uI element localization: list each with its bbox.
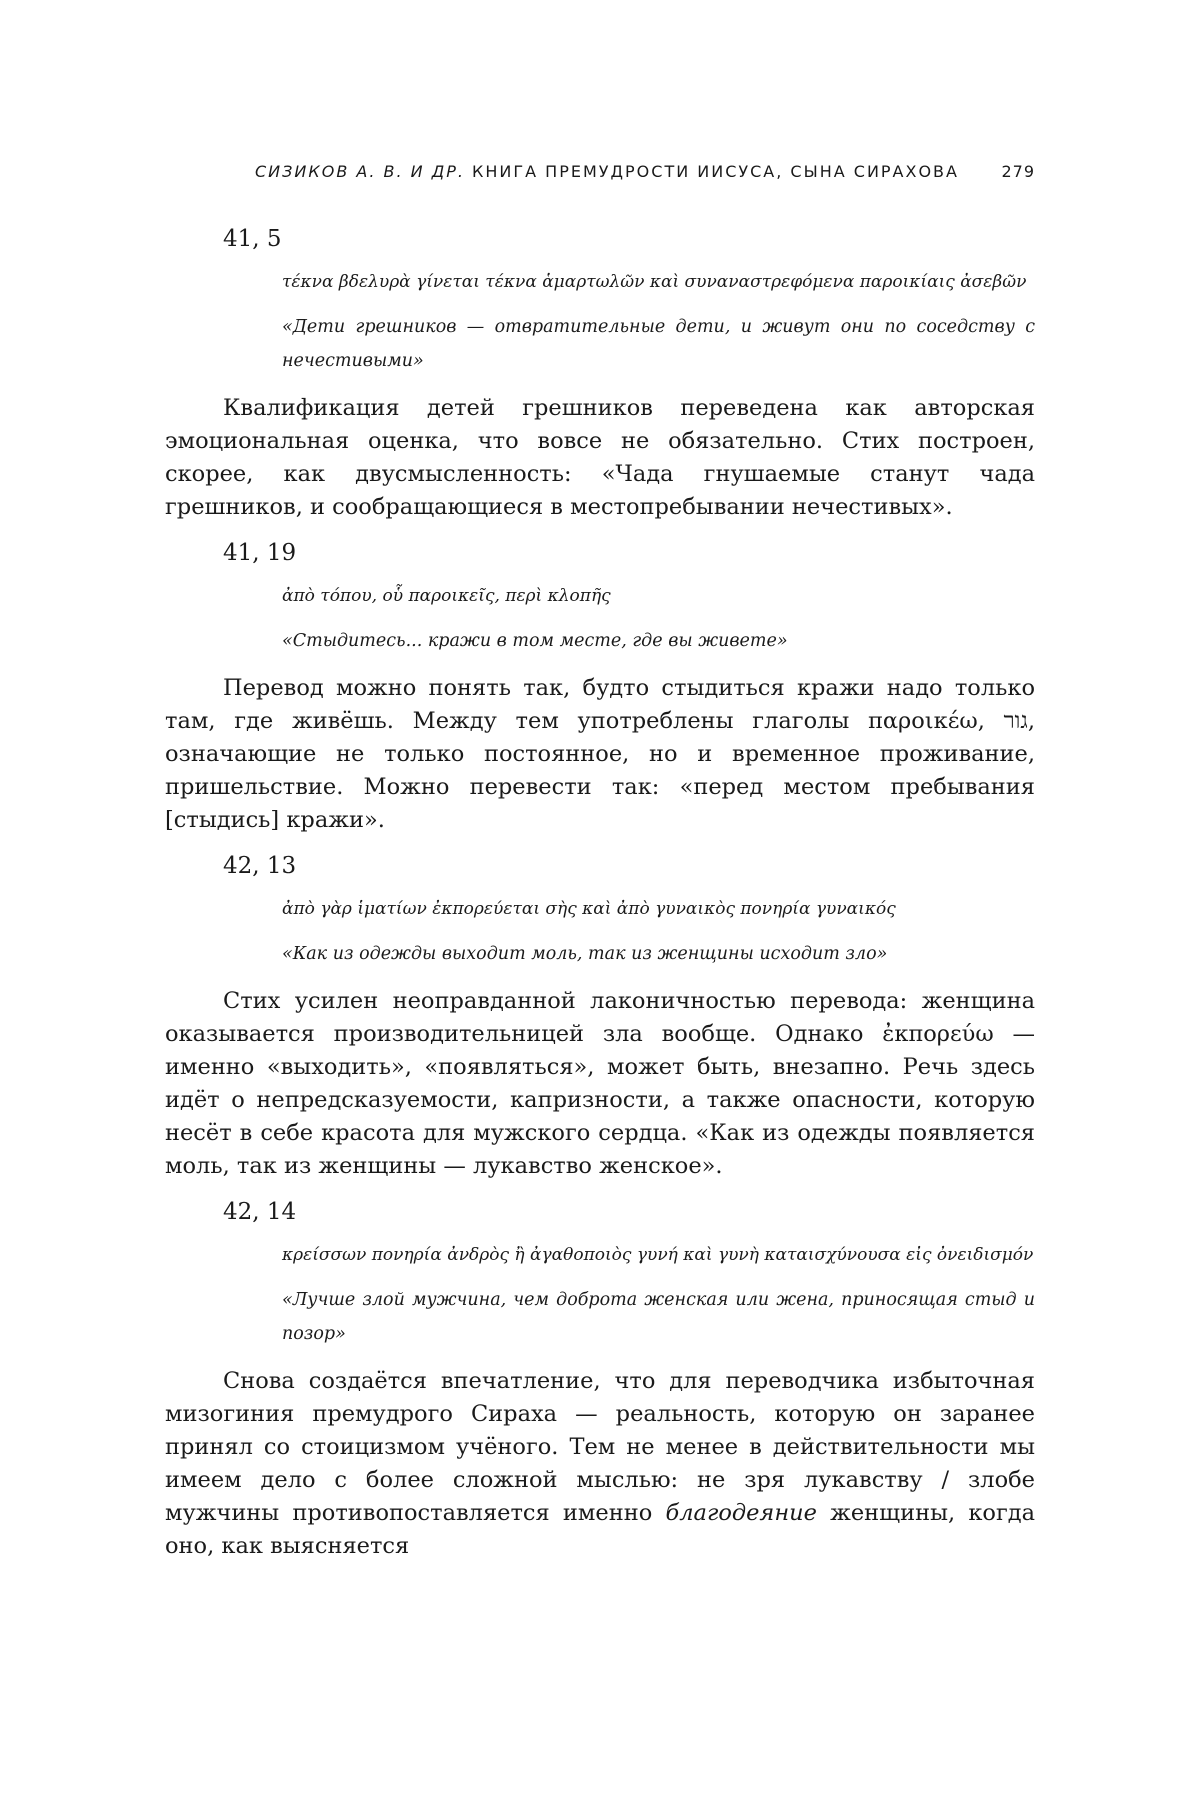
- paragraph-text: женщины, когда оно, как выясняется: [165, 1500, 1035, 1559]
- running-head: [255, 162, 1035, 186]
- commentary-paragraph: Перевод можно понять так, будто стыдиться кражи надо только там, где живёшь. Между тем употреблены глаголы παροικέω, גור, означающие не только постоянное, но и временное проживание, пришельствие. Можно перевести так: «перед местом пребывания [стыдись] кражи».: [165, 675, 1035, 833]
- verse-section: [165, 222, 1035, 524]
- greek-text: κρείσσων πονηρία ἀνδρὸς ἢ ἀγαθοποιὸς γυνή καὶ γυνὴ καταισχύνουσα εἰς ὀνειδισμόν: [282, 1245, 1034, 1265]
- body-text: [165, 210, 1035, 1567]
- verse-section: [165, 849, 1035, 1183]
- verse-section: [165, 536, 1035, 837]
- paragraph-text: Снова создаётся впечатление, что для переводчика избыточная мизогиния премудрого Сираха — реальность, которую он заранее принял со стоицизмом учёного. Тем не менее в действительности мы имеем дело с более сложной мыслью: не зря лукавству / злобе мужчины противопоставляется именно: [165, 1368, 1035, 1526]
- translation-quote: «Стыдитесь... кражи в том месте, где вы живете»: [282, 631, 788, 651]
- translation-quote: «Как из одежды выходит моль, так из женщины исходит зло»: [282, 944, 888, 964]
- verse-reference: 41, 5: [223, 226, 282, 252]
- greek-text: ἀπὸ γὰρ ἱματίων ἐκπορεύεται σὴς καὶ ἀπὸ γυναικὸς πονηρία γυναικός: [282, 899, 896, 919]
- commentary-paragraph: Стих усилен неоправданной лаконичностью перевода: женщина оказывается производительницей зла вообще. Однако ἐκπορεύω — именно «выходить», «появляться», может быть, внезапно. Речь здесь идёт о непредсказуемости, капризности, а также опасности, которую несёт в себе красота для мужского сердца. «Как из одежды появляется моль, так из женщины — лукавство женское».: [165, 988, 1035, 1179]
- greek-text: ἀπὸ τόπου, οὗ παροικεῖς, περὶ κλοπῆς: [282, 586, 611, 606]
- greek-text: τέκνα βδελυρὰ γίνεται τέκνα ἁμαρτωλῶν καὶ συναναστρεφόμενα παροικίαις ἀσεβῶν: [282, 272, 1027, 292]
- running-head-author: СИЗИКОВ А. В. И ДР.: [255, 162, 465, 181]
- translation-quote: «Лучше злой мужчина, чем доброта женская или жена, приносящая стыд и позор»: [282, 1290, 1035, 1344]
- page-number: 279: [1001, 162, 1035, 181]
- running-head-text: [255, 162, 959, 181]
- verse-reference: 42, 13: [223, 853, 297, 879]
- verse-reference: 41, 19: [223, 540, 297, 566]
- running-head-title: КНИГА ПРЕМУДРОСТИ ИИСУСА, СЫНА СИРАХОВА: [472, 162, 959, 181]
- commentary-paragraph: [165, 1365, 1035, 1563]
- translation-quote: «Дети грешников — отвратительные дети, и живут они по соседству с нечестивыми»: [282, 317, 1035, 371]
- verse-reference: 42, 14: [223, 1199, 297, 1225]
- commentary-paragraph: Квалификация детей грешников переведена как авторская эмоциональная оценка, что вовсе не обязательно. Стих построен, скорее, как двусмысленность: «Чада гнушаемые станут чада грешников, и сообращающиеся в местопребывании нечестивых».: [165, 395, 1035, 520]
- verse-section: [165, 1195, 1035, 1563]
- emphasized-word: благодеяние: [665, 1500, 817, 1526]
